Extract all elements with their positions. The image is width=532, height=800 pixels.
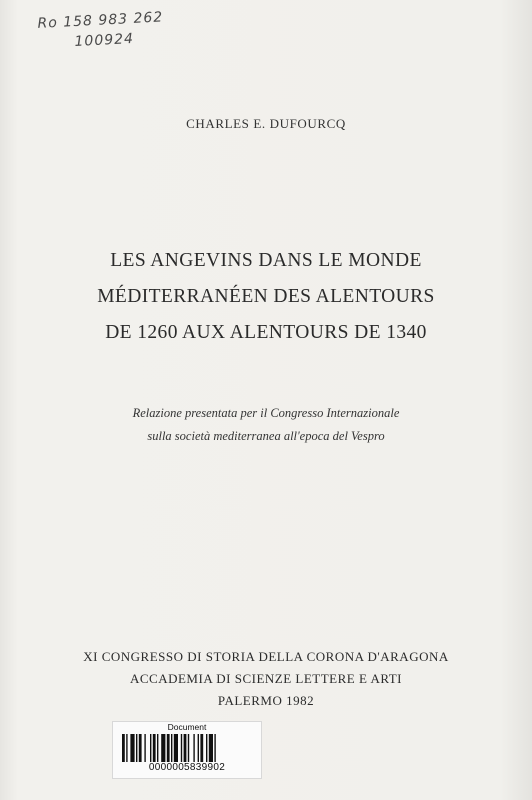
book-title	[0, 243, 532, 351]
congress-name: XI CONGRESSO DI STORIA DELLA CORONA D'ARAGONA	[83, 649, 449, 664]
barcode-number: 0000005839902	[148, 762, 226, 773]
handwritten-line-1: Ro 158 983 262	[37, 9, 164, 32]
place-year: PALERMO 1982	[217, 693, 315, 708]
publisher-block	[0, 646, 532, 712]
barcode-label	[112, 721, 262, 779]
subtitle	[0, 402, 532, 448]
label-type: Document	[167, 722, 207, 732]
subtitle-line-2: sulla società mediterranea all'epoca del Vespro	[147, 429, 385, 443]
title-line-1: LES ANGEVINS DANS LE MONDE	[110, 250, 422, 271]
academy-name: ACCADEMIA DI SCIENZE LETTERE E ARTI	[129, 671, 402, 686]
handwritten-shelfmark	[37, 6, 189, 54]
author-name: CHARLES E. DUFOURCQ	[186, 116, 346, 131]
subtitle-line-1: Relazione presentata per il Congresso Internazionale	[132, 406, 400, 420]
title-line-3: DE 1260 AUX ALENTOURS DE 1340	[105, 322, 427, 343]
handwritten-line-2: 100924	[74, 30, 135, 51]
barcode-icon	[122, 734, 252, 762]
title-line-2: MÉDITERRANÉEN DES ALENTOURS	[97, 286, 435, 307]
